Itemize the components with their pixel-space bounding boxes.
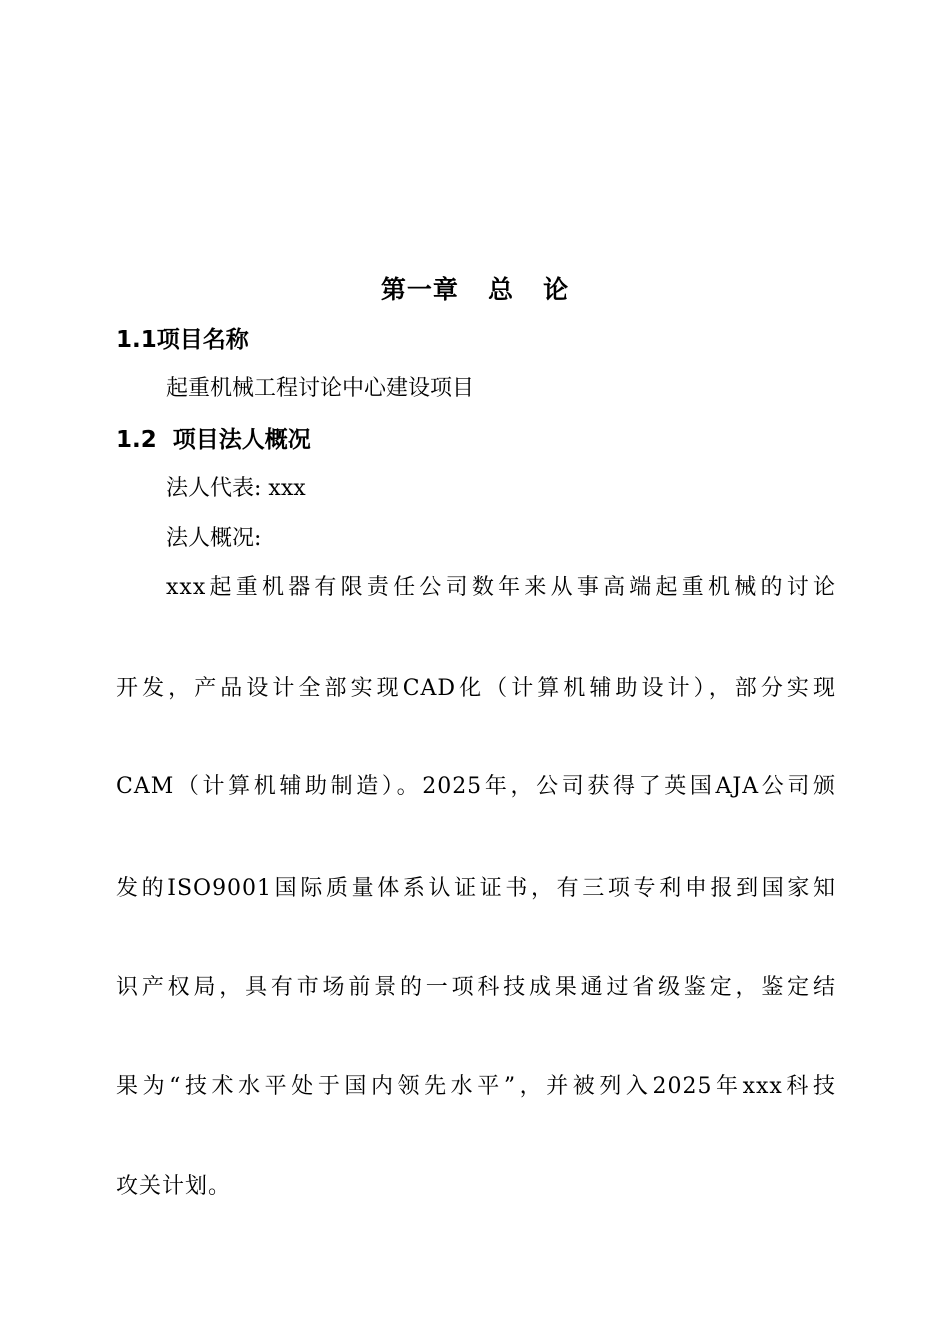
paragraph-line: 果为“技术水平处于国内领先水平”，并被列入2025年xxx科技 [116, 1074, 836, 1099]
legal-overview-label: 法人概况: [166, 526, 262, 551]
paragraph-line: CAM（计算机辅助制造）。2025年，公司获得了英国AJA公司颁 [116, 774, 836, 799]
paragraph-line: 发的ISO9001国际质量体系认证证书，有三项专利申报到国家知 [116, 876, 836, 901]
paragraph-line: 识产权局，具有市场前景的一项科技成果通过省级鉴定，鉴定结 [116, 975, 836, 1000]
paragraph-line: 攻关计划。 [116, 1174, 232, 1199]
legal-representative: 法人代表: xxx [166, 476, 306, 501]
paragraph-line: xxx起重机器有限责任公司数年来从事高端起重机械的讨论 [166, 575, 836, 600]
paragraph-line: 开发，产品设计全部实现CAD化（计算机辅助设计），部分实现 [116, 676, 836, 701]
project-name-text: 起重机械工程讨论中心建设项目 [166, 376, 475, 401]
section-heading-project-name: 1.1项目名称 [116, 327, 249, 353]
chapter-title: 第一章 总 论 [380, 275, 570, 304]
section-heading-legal-entity: 1.2 项目法人概况 [116, 427, 311, 453]
